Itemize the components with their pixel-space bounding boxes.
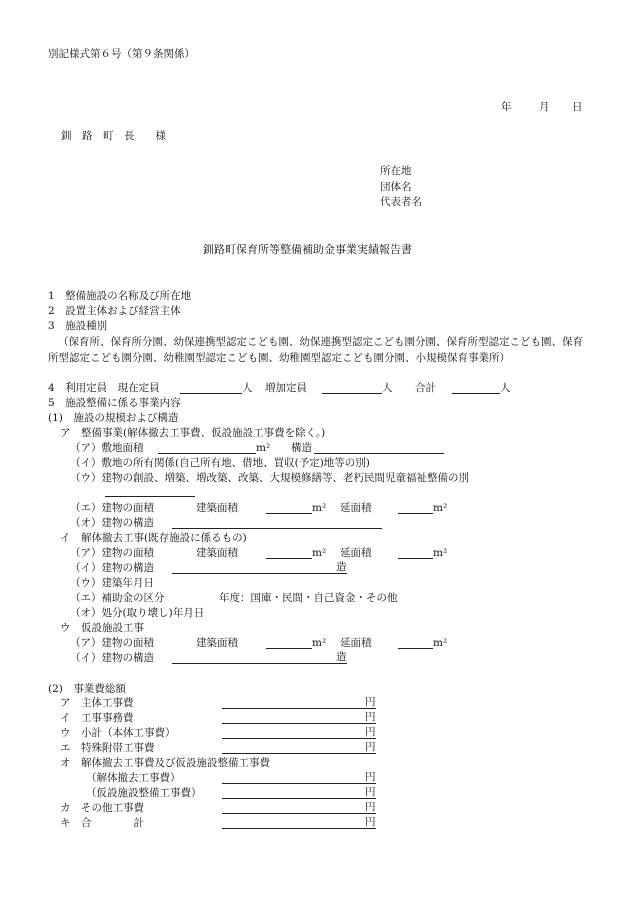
demolition-structure-field[interactable] — [172, 573, 336, 574]
addressee: 釧 路 町 長 様 — [61, 130, 166, 142]
subsidy-category-options: 年度：国庫・民間・自己資金・その他 — [219, 592, 398, 604]
cost-amount-field[interactable] — [222, 813, 365, 814]
temporary-building-area-label: （ア）建物の面積 — [70, 637, 154, 649]
section-2-heading: (2) 事業費総額 — [48, 683, 126, 695]
structure-suffix: 造 — [336, 651, 347, 663]
yen-unit: 円 — [365, 696, 376, 708]
cost-row-label: ウ 小計（本体工事費） — [60, 727, 176, 739]
temporary-footprint-field[interactable] — [266, 648, 312, 649]
structure-label: 構造 — [291, 442, 312, 454]
c-heading: ウ 仮設施設工事 — [60, 622, 144, 634]
date-day-label: 日 — [572, 101, 583, 113]
site-area-label: （ア）敷地面積 — [70, 442, 144, 454]
structure-field[interactable] — [314, 453, 444, 454]
building-footprint-label: 建築面積 — [196, 637, 238, 649]
date-month-label: 月 — [539, 101, 550, 113]
item-2: 2 設置主体および経営主体 — [48, 305, 181, 317]
unit-sqm: m² — [433, 547, 448, 559]
structure-suffix: 造 — [336, 561, 347, 573]
b-heading: イ 解体撤去工事(既存施設に係るもの) — [60, 532, 247, 544]
building-footprint-label: 建築面積 — [196, 547, 238, 559]
yen-unit: 円 — [365, 711, 376, 723]
temporary-structure-label: （イ）建物の構造 — [70, 652, 154, 664]
cost-row-label: イ 工事事務費 — [60, 712, 134, 724]
unit-sqm: m² — [312, 637, 327, 649]
subsidy-category-label: （エ）補助金の区分 — [70, 592, 165, 604]
applicant-org-label: 団体名 — [380, 181, 412, 193]
cost-row-label: キ 合 計 — [60, 817, 144, 829]
unit-sqm: m² — [433, 637, 448, 649]
section-1-heading: (1) 施設の規模および構造 — [48, 412, 179, 424]
floor-area-field[interactable] — [398, 513, 433, 514]
construction-type-field[interactable] — [105, 496, 195, 497]
building-area-label: （エ）建物の面積 — [70, 502, 154, 514]
floor-area-label: 延面積 — [340, 547, 372, 559]
floor-area-label: 延面積 — [340, 502, 372, 514]
building-footprint-field[interactable] — [266, 513, 312, 514]
building-structure-label: （オ）建物の構造 — [70, 517, 154, 529]
cost-amount-field[interactable] — [222, 798, 365, 799]
cost-amount-field[interactable] — [222, 723, 365, 724]
cost-row-label: （解体撤去工事費） — [86, 772, 181, 784]
temporary-structure-field[interactable] — [172, 663, 336, 664]
cost-amount-field[interactable] — [222, 738, 365, 739]
building-footprint-label: 建築面積 — [196, 502, 238, 514]
disposal-date-label: （オ）処分(取り壊し)年月日 — [70, 607, 205, 619]
cost-row-label: カ その他工事費 — [60, 802, 144, 814]
cost-amount-field[interactable] — [222, 753, 365, 754]
cost-row-label: ア 主体工事費 — [60, 697, 134, 709]
yen-unit: 円 — [365, 726, 376, 738]
site-ownership-label: （イ）敷地の所有関係(自己所有地、借地、買収(予定)地等の別) — [70, 457, 370, 469]
demolition-structure-label: （イ）建物の構造 — [70, 562, 154, 574]
unit-person: 人 — [382, 382, 393, 394]
item-3-facility-types: （保育所、保育所分園、幼保連携型認定こども園、幼保連携型認定こども園分園、保育所型認定こども園、保育所型認定こども園分園、幼稚園型認定こども園、幼稚園型認定こども園分園、小規模保育事業所） — [48, 336, 583, 364]
date-year-label: 年 — [501, 101, 512, 113]
cost-amount-field[interactable] — [222, 828, 365, 829]
unit-sqm: m² — [312, 502, 327, 514]
cost-row-label: オ 解体撤去工事費及び仮設施設整備工事費 — [60, 757, 270, 769]
applicant-address-label: 所在地 — [380, 165, 412, 177]
total-capacity-field[interactable] — [452, 393, 500, 394]
unit-person: 人 — [500, 382, 511, 394]
cost-amount-field[interactable] — [222, 783, 365, 784]
construction-date-label: （ウ）建築年月日 — [70, 577, 154, 589]
current-capacity-field[interactable] — [180, 393, 242, 394]
demolition-building-area-label: （ア）建物の面積 — [70, 547, 154, 559]
yen-unit: 円 — [365, 801, 376, 813]
a-heading: ア 整備事業(解体撤去工事費、仮設施設工事費を除く。) — [60, 427, 326, 439]
demolition-floor-area-field[interactable] — [398, 558, 433, 559]
yen-unit: 円 — [365, 786, 376, 798]
increase-capacity-label: 増加定員 — [265, 382, 307, 394]
total-capacity-label: 合計 — [415, 382, 436, 394]
increase-capacity-field[interactable] — [322, 393, 382, 394]
unit-sqm: m² — [256, 442, 271, 454]
item-3: 3 施設種別 — [48, 320, 108, 332]
building-structure-field[interactable] — [172, 528, 382, 529]
unit-person: 人 — [242, 382, 253, 394]
site-area-field[interactable] — [158, 453, 256, 454]
item-5: 5 施設整備に係る事業内容 — [48, 397, 181, 409]
construction-type-label: （ウ）建物の創設、増築、増改築、改築、大規模修繕等、老朽民間児童福祉整備の別 — [70, 472, 469, 484]
cost-row-label: （仮設施設整備工事費） — [86, 787, 202, 799]
cost-amount-field[interactable] — [222, 708, 365, 709]
yen-unit: 円 — [365, 816, 376, 828]
cost-row-label: エ 特殊附帯工事費 — [60, 742, 155, 754]
yen-unit: 円 — [365, 741, 376, 753]
yen-unit: 円 — [365, 771, 376, 783]
unit-sqm: m² — [433, 502, 448, 514]
demolition-footprint-field[interactable] — [266, 558, 312, 559]
item-4: 4 利用定員 現在定員 — [48, 382, 160, 394]
temporary-floor-area-field[interactable] — [398, 648, 433, 649]
floor-area-label: 延面積 — [340, 637, 372, 649]
document-title: 釧路町保育所等整備補助金事業実績報告書 — [203, 243, 412, 256]
unit-sqm: m² — [312, 547, 327, 559]
item-1: 1 整備施設の名称及び所在地 — [48, 290, 192, 302]
form-label: 別記様式第６号（第９条関係） — [48, 48, 195, 60]
applicant-rep-label: 代表者名 — [380, 196, 422, 208]
